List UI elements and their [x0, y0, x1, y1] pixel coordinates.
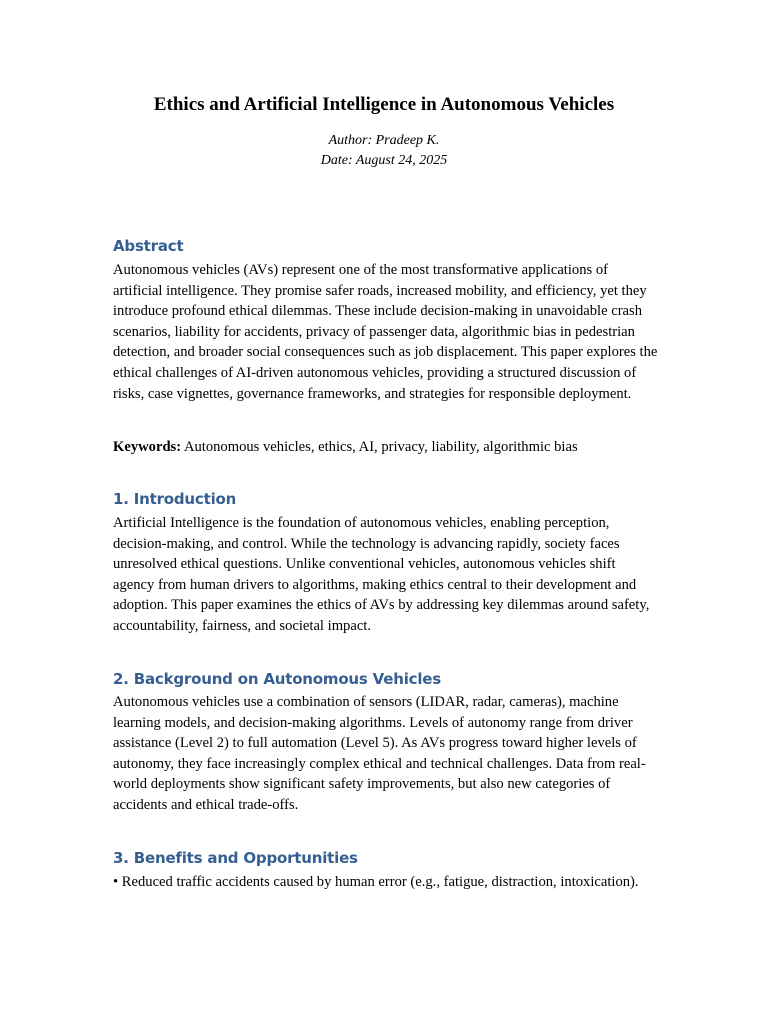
abstract-text: Autonomous vehicles (AVs) represent one of the most transformative applications of artificial intelligence. They promise safer roads, increased mobility, and efficiency, yet they introduce profound ethical dilemmas. These include decision-making in unavoidable crash scenarios, liability for accidents, privacy of passenger data, algorithmic bias in pedestrian detection, and broader social consequences such as job displacement. This paper explores the ethical challenges of AI-driven autonomous vehicles, providing a structured discussion of risks, case vignettes, governance frameworks, and strategies for responsible deployment. — [113, 262, 658, 402]
keywords-text: Autonomous vehicles, ethics, AI, privacy, liability, algorithmic bias — [181, 439, 578, 455]
section-heading-background: 2. Background on Autonomous Vehicles — [113, 670, 441, 688]
section-heading-benefits: 3. Benefits and Opportunities — [113, 849, 358, 867]
section-heading-introduction: 1. Introduction — [113, 490, 237, 508]
date-line: Date: August 24, 2025 — [320, 153, 448, 168]
section-text-background: Autonomous vehicles use a combination of sensors (LIDAR, radar, cameras), machine learning models, and decision-making algorithms. Levels of autonomy range from driver assistance (Level 2) to full automation (Level 5). As AVs progress toward higher levels of autonomy, they face increasingly complex ethical and technical challenges. Data from real-world deployments show significant safety improvements, but also new categories of accidents and ethical trade-offs. — [113, 694, 646, 813]
document-title: Ethics and Artificial Intelligence in Autonomous Vehicles — [153, 94, 615, 115]
section-text-introduction: Artificial Intelligence is the foundation of autonomous vehicles, enabling perception, decision-making, and control. While the technology is advancing rapidly, society faces unresolved ethical questions. Unlike conventional vehicles, autonomous vehicles shift agency from human drivers to algorithms, making ethics central to their development and adoption. This paper examines the ethics of AVs by addressing key dilemmas around safety, accountability, fairness, and societal impact. — [113, 515, 650, 634]
keywords-label: Keywords: — [113, 439, 182, 455]
author-line: Author: Pradeep K. — [328, 133, 440, 148]
abstract-heading: Abstract — [113, 237, 184, 255]
keywords-line — [113, 437, 658, 458]
section-text-benefits: • Reduced traffic accidents caused by human error (e.g., fatigue, distraction, intoxication). — [113, 874, 639, 890]
